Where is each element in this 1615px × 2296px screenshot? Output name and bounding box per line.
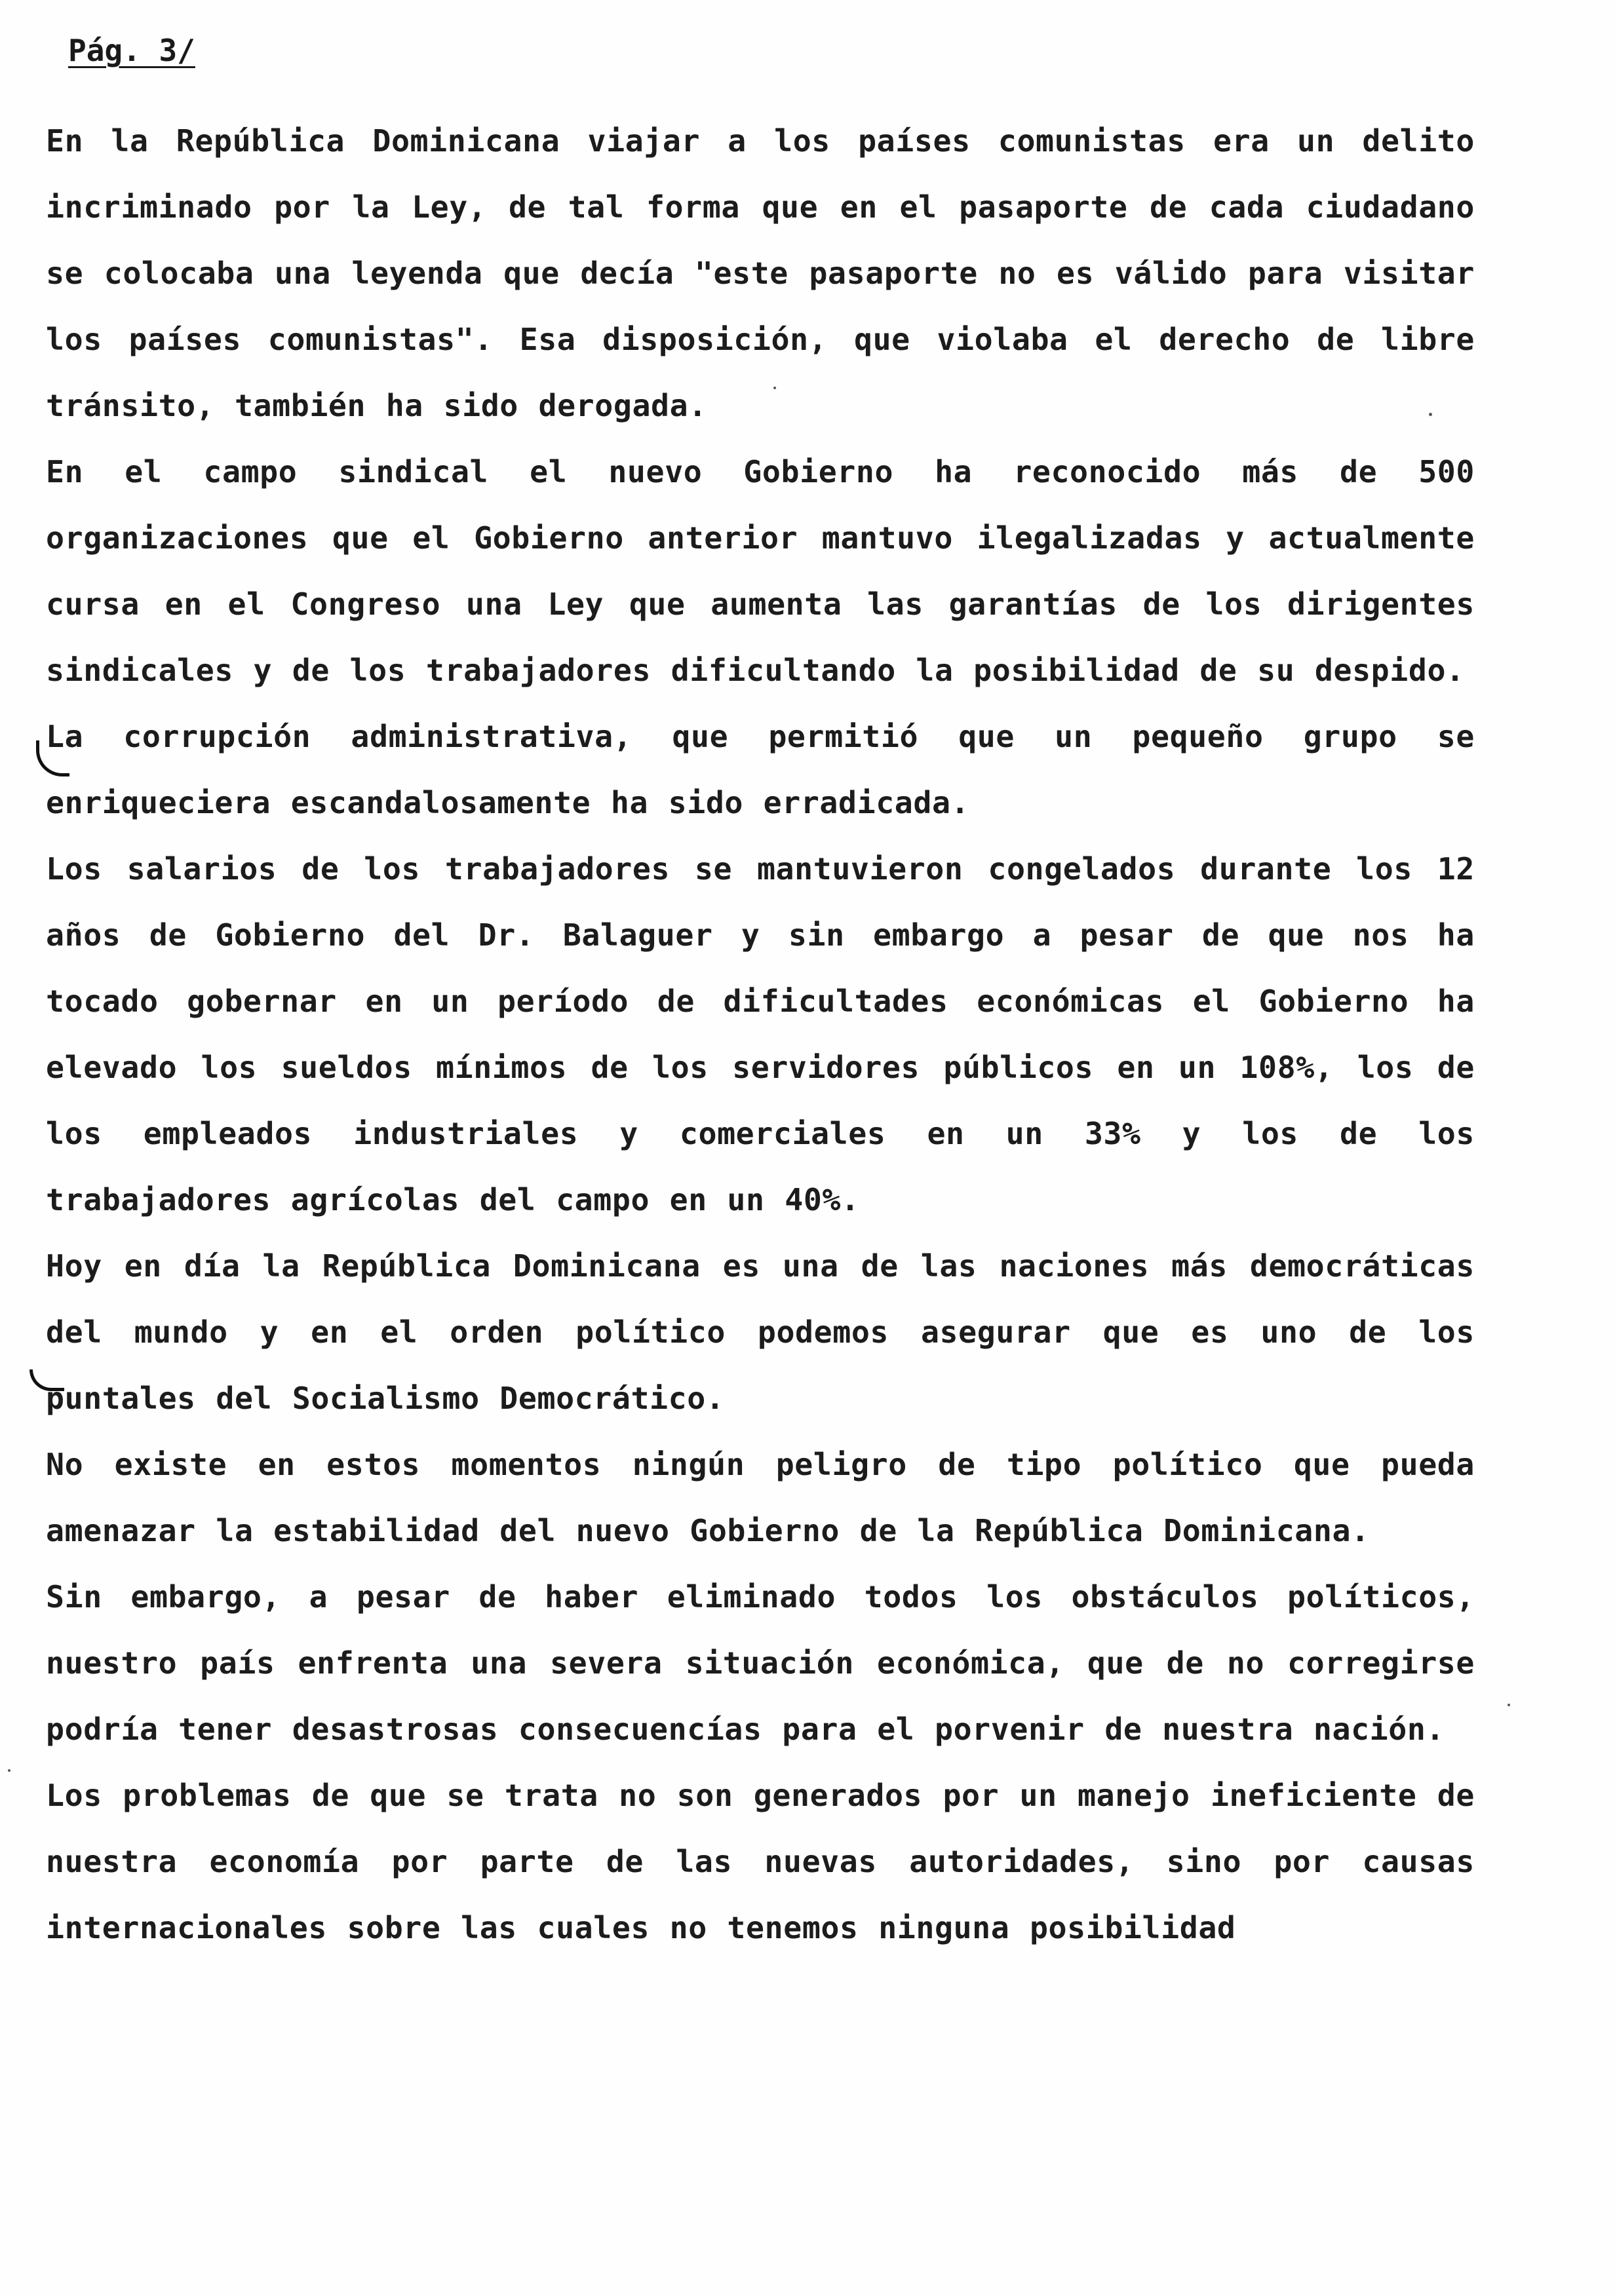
paragraph: Los problemas de que se trata no son generados por un manejo ineficiente de nuestra economía por parte de las nuevas autoridades, sino por causas internacionales sobre las cuales no tenemos ninguna posibilidad bbox=[46, 1778, 1475, 1945]
paragraph: Sin embargo, a pesar de haber eliminado todos los obstáculos políticos, nuestro país enfrenta una severa situación económica, que de no corregirse podría tener desastrosas consecuencías para el porvenir de nuestra nación. bbox=[46, 1579, 1475, 1747]
ink-speck bbox=[1508, 1704, 1510, 1706]
paragraph: En la República Dominicana viajar a los países comunistas era un delito incriminado por la Ley, de tal forma que en el pasaporte de cada ciudadano se colocaba una leyenda que decía "este pasaporte no es válido para visitar los países comunistas". Esa disposición, que violaba el derecho de libre tránsito, también ha sido derogada. bbox=[46, 123, 1475, 423]
document-body bbox=[46, 108, 1475, 1961]
paragraph: La corrupción administrativa, que permitió que un pequeño grupo se enriqueciera escandalosamente ha sido erradicada. bbox=[46, 719, 1475, 820]
paragraph: Hoy en día la República Dominicana es una de las naciones más democráticas del mundo y en el orden político podemos asegurar que es uno de los puntales del Socialismo Democrático. bbox=[46, 1248, 1475, 1416]
paragraph: Los salarios de los trabajadores se mantuvieron congelados durante los 12 años de Gobierno del Dr. Balaguer y sin embargo a pesar de que nos ha tocado gobernar en un período de dificultades económicas el Gobierno ha elevado los sueldos mínimos de los servidores públicos en un 108%, los de los empleados industriales y comerciales en un 33% y los de los trabajadores agrícolas del campo en un 40%. bbox=[46, 851, 1475, 1217]
page-number: Pág. 3/ bbox=[68, 33, 195, 68]
paragraph: En el campo sindical el nuevo Gobierno ha reconocido más de 500 organizaciones que el Gobierno anterior mantuvo ilegalizadas y actualmente cursa en el Congreso una Ley que aumenta las garantías de los dirigentes sindicales y de los trabajadores dificultando la posibilidad de su despido. bbox=[46, 454, 1475, 688]
ink-speck bbox=[8, 1769, 10, 1772]
paragraph: No existe en estos momentos ningún peligro de tipo político que pueda amenazar la estabilidad del nuevo Gobierno de la República Dominicana. bbox=[46, 1447, 1475, 1548]
